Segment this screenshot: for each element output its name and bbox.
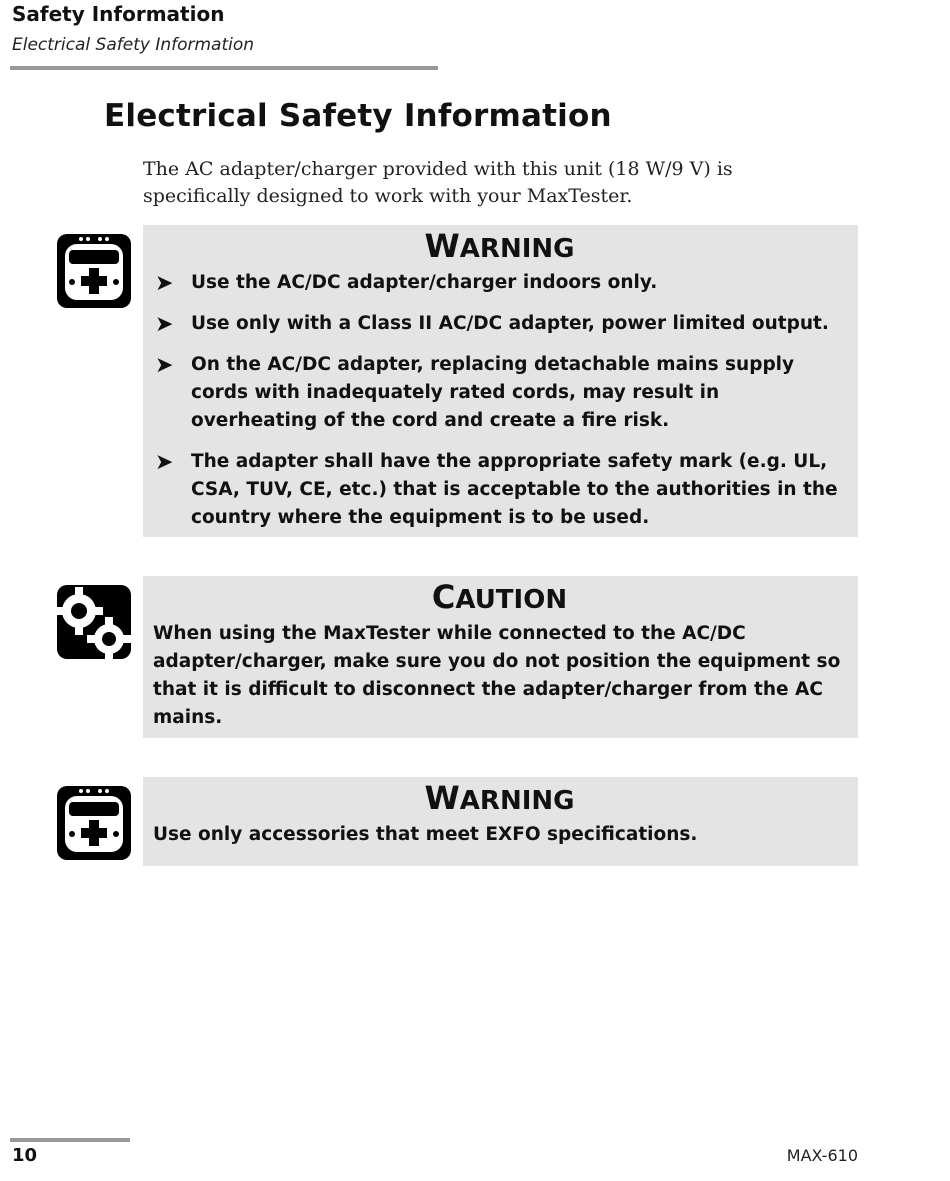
warning-heading: WARNING (424, 227, 575, 265)
caution-gears-icon (55, 583, 133, 661)
list-item: ➤ The adapter shall have the appropriate safety mark (e.g. UL, CSA, TUV, CE, etc.) that is acceptable to the authorities in the country where the equipment is to be used. (155, 450, 838, 528)
list-item: ➤ Use the AC/DC adapter/charger indoors only. (155, 271, 658, 296)
page-number: 10 (12, 1145, 38, 1166)
caution-heading: CAUTION (431, 578, 568, 616)
section-title: Electrical Safety Information (104, 98, 612, 134)
warning-bullet-list (153, 269, 846, 532)
list-item: ➤ Use only with a Class II AC/DC adapter, power limited output. (155, 312, 829, 337)
warning-heading: WARNING (424, 779, 575, 817)
warning-box-accessories (143, 777, 858, 866)
list-item: ➤ On the AC/DC adapter, replacing detachable mains supply cords with inadequately rated cords, may result in overheating of the cord and create a fire risk. (155, 353, 795, 431)
running-header-subtitle: Electrical Safety Information (12, 35, 255, 55)
warning-box-adapter (143, 225, 858, 537)
running-header-title: Safety Information (12, 2, 225, 26)
caution-box (143, 576, 858, 738)
intro-paragraph: The AC adapter/charger provided with this unit (18 W/9 V) is specifically designed to work with your MaxTester. (143, 158, 733, 207)
footer-divider (10, 1138, 130, 1142)
warning-ambulance-icon (55, 232, 133, 310)
document-id: MAX-610 (786, 1146, 858, 1165)
header-divider (10, 66, 438, 70)
warning-body: Use only accessories that meet EXFO specifications. (153, 824, 698, 845)
warning-ambulance-icon (55, 784, 133, 862)
caution-body: When using the MaxTester while connected to the AC/DC adapter/charger, make sure you do not position the equipment so that it is difficult to disconnect the adapter/charger from the AC mains. (153, 623, 841, 728)
